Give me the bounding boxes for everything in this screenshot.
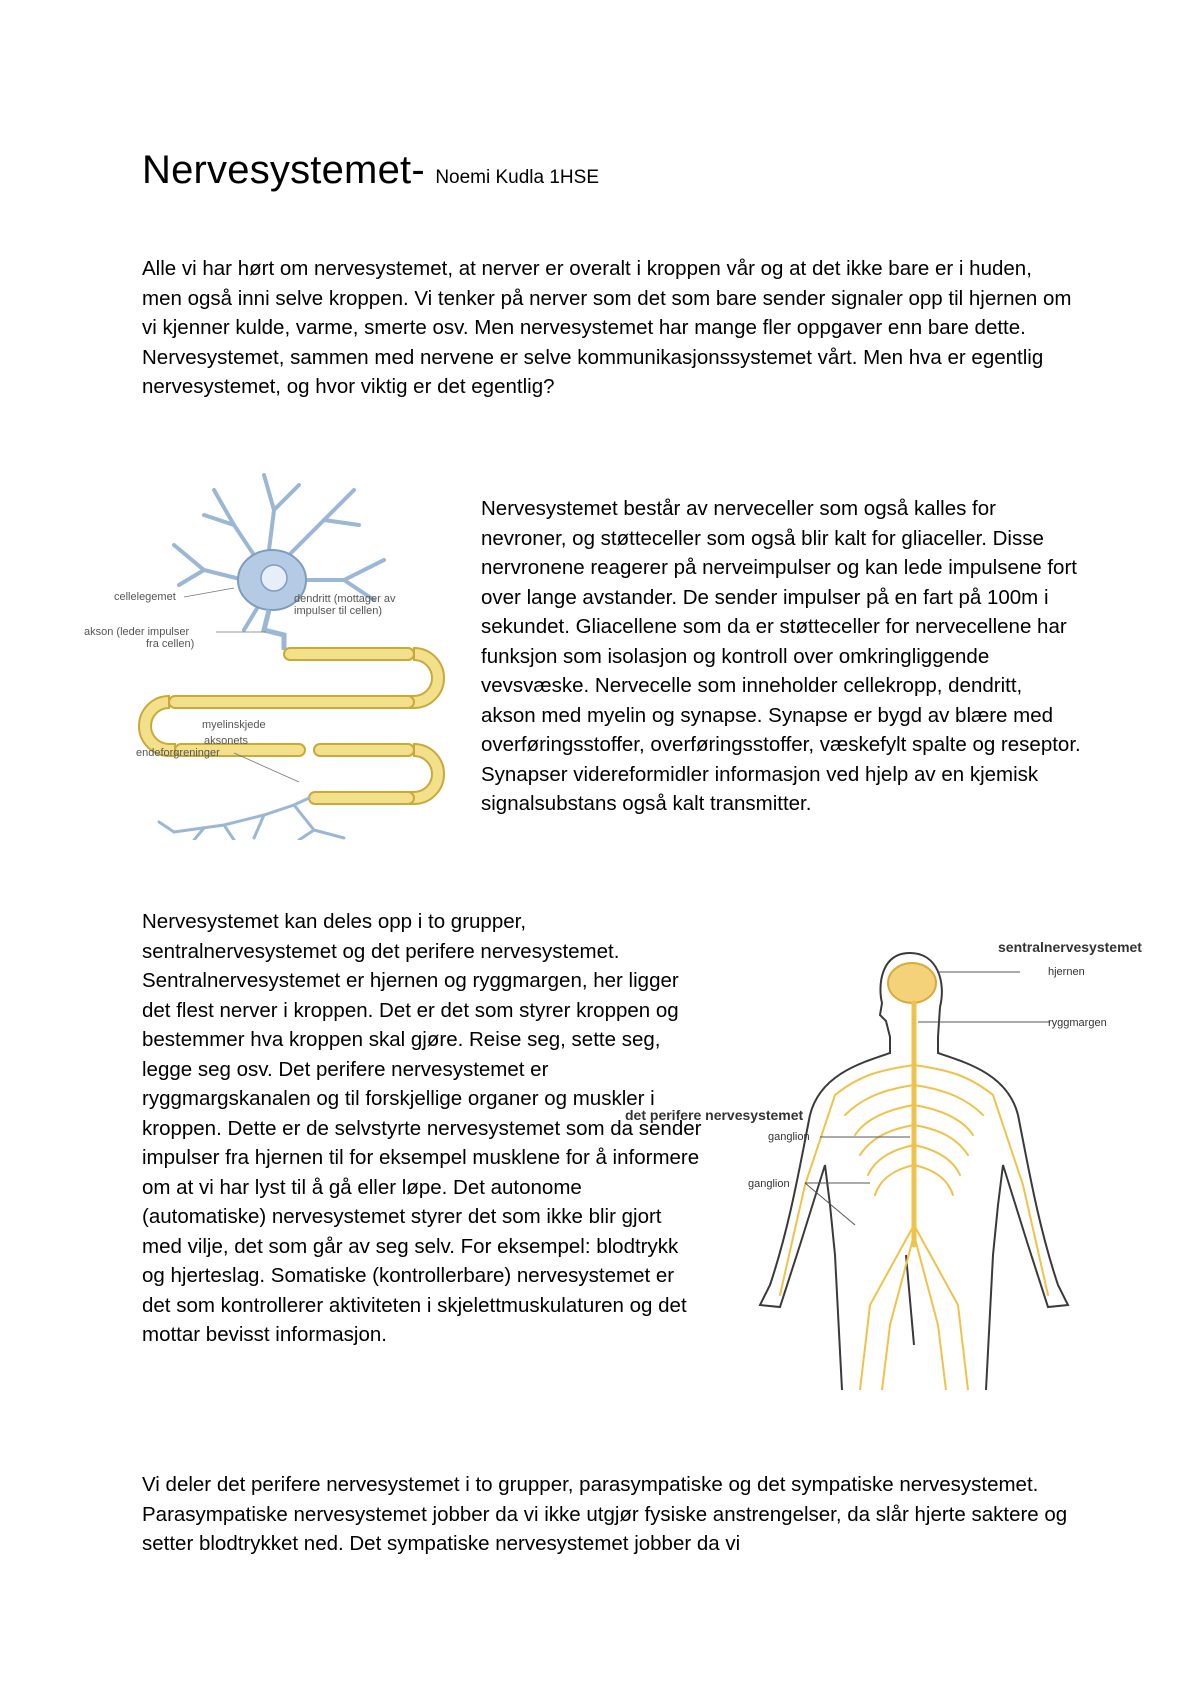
axon-hillock xyxy=(264,610,284,650)
author-line: Noemi Kudla 1HSE xyxy=(435,167,600,188)
label-dendrite-1: dendritt (mottager av xyxy=(294,593,396,605)
label-dendrite-2: impulser til cellen) xyxy=(294,605,383,617)
label-axon-2: fra cellen) xyxy=(146,638,195,650)
label-ganglion-2: ganglion xyxy=(748,1178,790,1190)
label-myelin: myelinskjede xyxy=(202,719,266,731)
label-cellebody: cellelegemet xyxy=(114,591,176,603)
label-brain: hjernen xyxy=(1048,966,1085,978)
body-labels xyxy=(625,939,1142,1225)
title-row xyxy=(142,148,599,193)
page-title: Nervesystemet- xyxy=(142,148,425,192)
peripheral-paragraph: Vi deler det perifere nervesystemet i to grupper, parasympatiske og det sympatiske nervesystemet. Parasympatiske nervesystemet jobber da vi ikke utgjør fysiske anstrengelser, da slår hjerte saktere og setter blodtrykket ned. Det sympatiske nervesystemet jobber da vi xyxy=(142,1473,1068,1555)
label-pns: det perifere nervesystemet xyxy=(625,1107,804,1123)
neuron-illustration xyxy=(84,470,454,840)
label-terminals-1: aksonets xyxy=(204,735,249,747)
nerve-network xyxy=(780,963,1048,1390)
label-axon-1: akson (leder impulser xyxy=(84,626,190,638)
myelin-sheath xyxy=(139,648,444,804)
intro-paragraph: Alle vi har hørt om nervesystemet, at nerver er overalt i kroppen vår og at det ikke bare er i huden, men også inni selve kroppen. Vi tenker på nerver som det som bare sender signaler opp til hjernen om vi kjenner kulde, varme, smerte osv. Men nervesystemet har mange fler oppgaver enn bare dette. Nervesystemet, sammen med nervene er selve kommunikasjonssystemet vårt. Men hva er egentlig nervesystemet, og hvor viktig er det egentlig? xyxy=(142,257,1072,398)
label-ganglion-1: ganglion xyxy=(768,1131,810,1143)
groups-paragraph: Nervesystemet kan deles opp i to grupper, sentralnervesystemet og det perifere nervesystemet. Sentralnervesystemet er hjernen og ryggmargen, her ligger det flest nerver i kroppen. Det er det som styrer kroppen og bestemmer hva kroppen skal gjøre. Reise seg, sette seg, legge seg osv. Det perifere nervesystemet er ryggmargskanalen og til forskjellige organer og muskler i kroppen. Dette er de selvstyrte nervesystemet som da sender impulser fra hjernen til for eksempel musklene for å informere om at vi har lyst til å gå eller løpe. Det autonome (automatiske) nervesystemet styrer det som ikke blir gjort med vilje, det som går av seg selv. For eksempel: blodtrykk og hjerteslag. Somatiske (kontrollerbare) nervesystemet er det som kontrollerer aktiviteten i skjelettmuskulaturen og det mottar bevisst informasjon. xyxy=(142,910,702,1346)
neuron-paragraph: Nervesystemet består av nerveceller som også kalles for nevroner, og støtteceller som også blir kalt for gliaceller. Disse nervronene reagerer på nerveimpulser og kan lede impulsene fort over lange avstander. De sender impulser på en fart på 100m i sekundet. Gliacellene som da er støtteceller for nervecellene har funksjon som isolasjon og kontroll over omkringliggende vevsvæske. Nervecelle som inneholder cellekropp, dendritt, akson med myelin og synapse. Synapse er bygd av blære med overføringsstoffer, overføringsstoffer, væskefylt spalte og reseptor. Synapser videreformidler informasjon ved hjelp av en kjemisk signalsubstans også kalt transmitter. xyxy=(481,497,1081,815)
nervous-system-illustration xyxy=(620,925,1180,1390)
brain xyxy=(888,963,936,1003)
label-terminals-2: endeforgreninger xyxy=(136,747,220,759)
label-spinal: ryggmargen xyxy=(1048,1017,1107,1029)
nucleus xyxy=(261,565,287,591)
label-cns: sentralnervesystemet xyxy=(998,939,1142,955)
